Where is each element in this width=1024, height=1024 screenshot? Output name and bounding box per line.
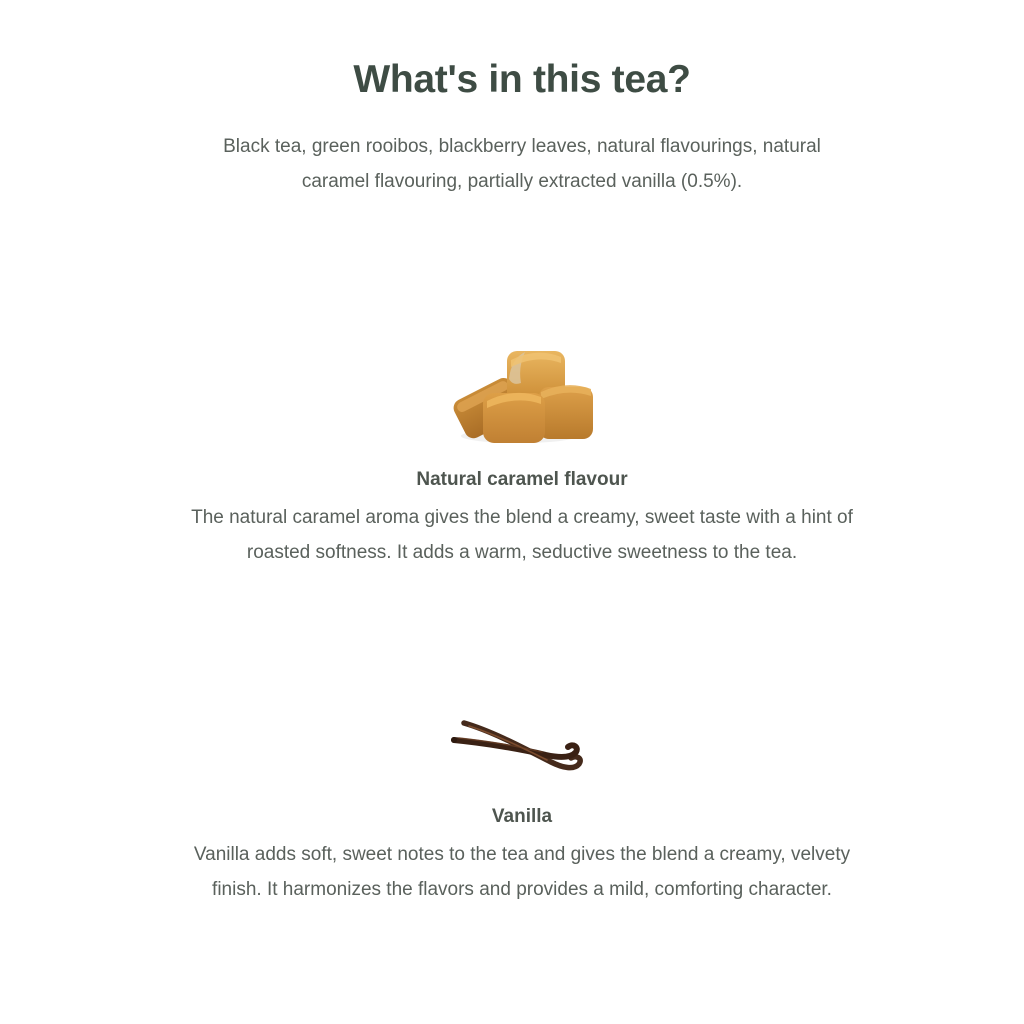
vanilla-pods-image	[142, 716, 902, 782]
ingredient-description: Vanilla adds soft, sweet notes to the tea and gives the blend a creamy, velvety finish. It harmonizes the flavors and provides a mild, comforting character.	[193, 844, 851, 900]
ingredient-description: The natural caramel aroma gives the blend a creamy, sweet taste with a hint of roasted softness. It adds a warm, seductive sweetness to the tea.	[191, 507, 853, 563]
tea-ingredients-section	[142, 0, 902, 907]
ingredient-item-vanilla	[142, 716, 902, 907]
caramel-cubes-image	[142, 337, 902, 445]
ingredient-heading: Vanilla	[491, 806, 553, 827]
ingredient-item-caramel	[142, 337, 902, 570]
ingredients-summary: Black tea, green rooibos, blackberry leaves, natural flavourings, natural caramel flavouring, partially extracted vanilla (0.5%).	[223, 136, 821, 192]
ingredient-heading: Natural caramel flavour	[416, 469, 628, 490]
page-title: What's in this tea?	[353, 58, 691, 101]
